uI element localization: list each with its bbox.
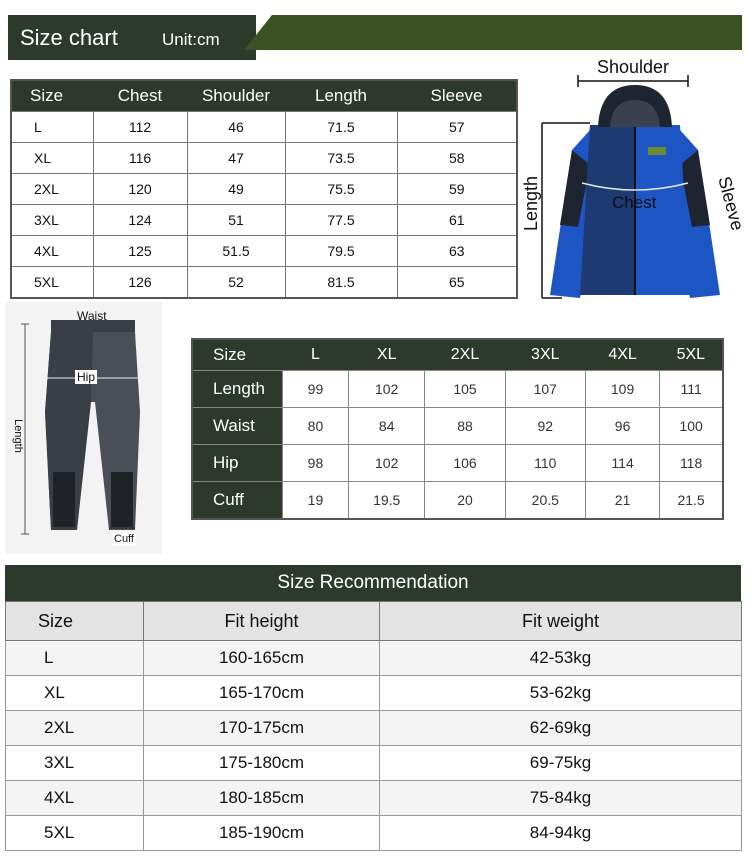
column-header: Size xyxy=(192,339,282,371)
column-header: 5XL xyxy=(660,339,723,371)
table-cell: 52 xyxy=(187,267,285,299)
table-cell: 110 xyxy=(505,445,585,482)
table-header-row xyxy=(6,602,742,641)
table-cell: 126 xyxy=(93,267,187,299)
table-cell: 65 xyxy=(397,267,517,299)
table-cell: 21.5 xyxy=(660,482,723,520)
table-cell: 19.5 xyxy=(349,482,425,520)
table-cell: 49 xyxy=(187,174,285,205)
table-cell: 120 xyxy=(93,174,187,205)
waist-label: Waist xyxy=(77,309,107,323)
table-cell: 165-170cm xyxy=(144,676,380,711)
table-cell: 53-62kg xyxy=(380,676,742,711)
table-cell: 116 xyxy=(93,143,187,174)
column-header: Size xyxy=(11,80,93,112)
table-row xyxy=(6,781,742,816)
banner-stripe xyxy=(244,15,742,50)
column-header: Size xyxy=(6,602,144,641)
table-cell: 98 xyxy=(282,445,348,482)
jacket-icon xyxy=(520,55,745,305)
table-row xyxy=(11,236,517,267)
row-header: Length xyxy=(192,371,282,408)
page-title: Size chart xyxy=(20,25,118,50)
table-cell: 59 xyxy=(397,174,517,205)
size-cell: 3XL xyxy=(6,746,144,781)
sleeve-label: Sleeve xyxy=(714,174,748,233)
table-row xyxy=(192,371,723,408)
table-cell: 160-165cm xyxy=(144,641,380,676)
table-cell: 112 xyxy=(93,112,187,143)
table-cell: 81.5 xyxy=(285,267,397,299)
table-cell: 107 xyxy=(505,371,585,408)
table-cell: 63 xyxy=(397,236,517,267)
table-cell: 47 xyxy=(187,143,285,174)
table-cell: 21 xyxy=(585,482,659,520)
row-header: Hip xyxy=(192,445,282,482)
size-cell: XL xyxy=(6,676,144,711)
table-header-row xyxy=(11,80,517,112)
table-cell: 77.5 xyxy=(285,205,397,236)
table-cell: 170-175cm xyxy=(144,711,380,746)
size-recommendation-table xyxy=(5,601,742,851)
table-cell: 124 xyxy=(93,205,187,236)
table-cell: 20.5 xyxy=(505,482,585,520)
column-header: 3XL xyxy=(505,339,585,371)
table-cell: 92 xyxy=(505,408,585,445)
table-row xyxy=(6,746,742,781)
table-cell: 73.5 xyxy=(285,143,397,174)
table-cell: 62-69kg xyxy=(380,711,742,746)
column-header: XL xyxy=(349,339,425,371)
table-cell: 42-53kg xyxy=(380,641,742,676)
size-cell: 5XL xyxy=(11,267,93,299)
table-cell: 88 xyxy=(425,408,505,445)
table-cell: 125 xyxy=(93,236,187,267)
column-header: L xyxy=(282,339,348,371)
table-cell: 99 xyxy=(282,371,348,408)
table-cell: 180-185cm xyxy=(144,781,380,816)
shoulder-label: Shoulder xyxy=(597,57,670,77)
size-cell: 3XL xyxy=(11,205,93,236)
table-row xyxy=(11,143,517,174)
table-cell: 109 xyxy=(585,371,659,408)
table-row xyxy=(192,445,723,482)
column-header: Length xyxy=(285,80,397,112)
column-header: Shoulder xyxy=(187,80,285,112)
table-cell: 84 xyxy=(349,408,425,445)
table-cell: 75.5 xyxy=(285,174,397,205)
jacket-size-table xyxy=(10,79,518,299)
size-cell: 2XL xyxy=(6,711,144,746)
column-header: Chest xyxy=(93,80,187,112)
table-row xyxy=(192,408,723,445)
pants-length-label: Length xyxy=(11,419,24,453)
table-cell: 75-84kg xyxy=(380,781,742,816)
pants-icon xyxy=(5,302,162,554)
table-cell: 185-190cm xyxy=(144,816,380,851)
table-row xyxy=(11,205,517,236)
chest-label: Chest xyxy=(612,193,657,212)
table-cell: 20 xyxy=(425,482,505,520)
size-cell: XL xyxy=(11,143,93,174)
size-cell: L xyxy=(6,641,144,676)
table-cell: 69-75kg xyxy=(380,746,742,781)
column-header: Fit height xyxy=(144,602,380,641)
table-cell: 106 xyxy=(425,445,505,482)
jacket-figure xyxy=(520,55,748,305)
table-cell: 96 xyxy=(585,408,659,445)
table-cell: 118 xyxy=(660,445,723,482)
unit-label: Unit:cm xyxy=(162,30,220,49)
table-header-row xyxy=(192,339,723,371)
column-header: 2XL xyxy=(425,339,505,371)
table-cell: 102 xyxy=(349,371,425,408)
table-cell: 58 xyxy=(397,143,517,174)
jacket-length-label: Length xyxy=(521,175,542,232)
table-cell: 51 xyxy=(187,205,285,236)
size-cell: 4XL xyxy=(6,781,144,816)
table-cell: 105 xyxy=(425,371,505,408)
table-row xyxy=(11,174,517,205)
table-cell: 102 xyxy=(349,445,425,482)
pants-size-table xyxy=(191,338,724,520)
row-header: Cuff xyxy=(192,482,282,520)
table-cell: 84-94kg xyxy=(380,816,742,851)
pants-figure xyxy=(5,302,162,554)
size-cell: 4XL xyxy=(11,236,93,267)
table-cell: 71.5 xyxy=(285,112,397,143)
table-row xyxy=(6,641,742,676)
table-cell: 80 xyxy=(282,408,348,445)
table-cell: 79.5 xyxy=(285,236,397,267)
table-cell: 57 xyxy=(397,112,517,143)
table-row xyxy=(11,112,517,143)
table-cell: 114 xyxy=(585,445,659,482)
table-row xyxy=(6,816,742,851)
column-header: 4XL xyxy=(585,339,659,371)
table-cell: 100 xyxy=(660,408,723,445)
table-cell: 46 xyxy=(187,112,285,143)
column-header: Fit weight xyxy=(380,602,742,641)
row-header: Waist xyxy=(192,408,282,445)
table-cell: 19 xyxy=(282,482,348,520)
column-header: Sleeve xyxy=(397,80,517,112)
table-cell: 61 xyxy=(397,205,517,236)
table-row xyxy=(6,711,742,746)
size-cell: 2XL xyxy=(11,174,93,205)
hip-label: Hip xyxy=(77,370,96,384)
size-cell: L xyxy=(11,112,93,143)
table-cell: 51.5 xyxy=(187,236,285,267)
table-row xyxy=(6,676,742,711)
cuff-label: Cuff xyxy=(114,533,134,545)
size-cell: 5XL xyxy=(6,816,144,851)
table-cell: 111 xyxy=(660,371,723,408)
table-row xyxy=(192,482,723,520)
table-cell: 175-180cm xyxy=(144,746,380,781)
table-row xyxy=(11,267,517,299)
recommendation-title: Size Recommendation xyxy=(5,565,741,601)
